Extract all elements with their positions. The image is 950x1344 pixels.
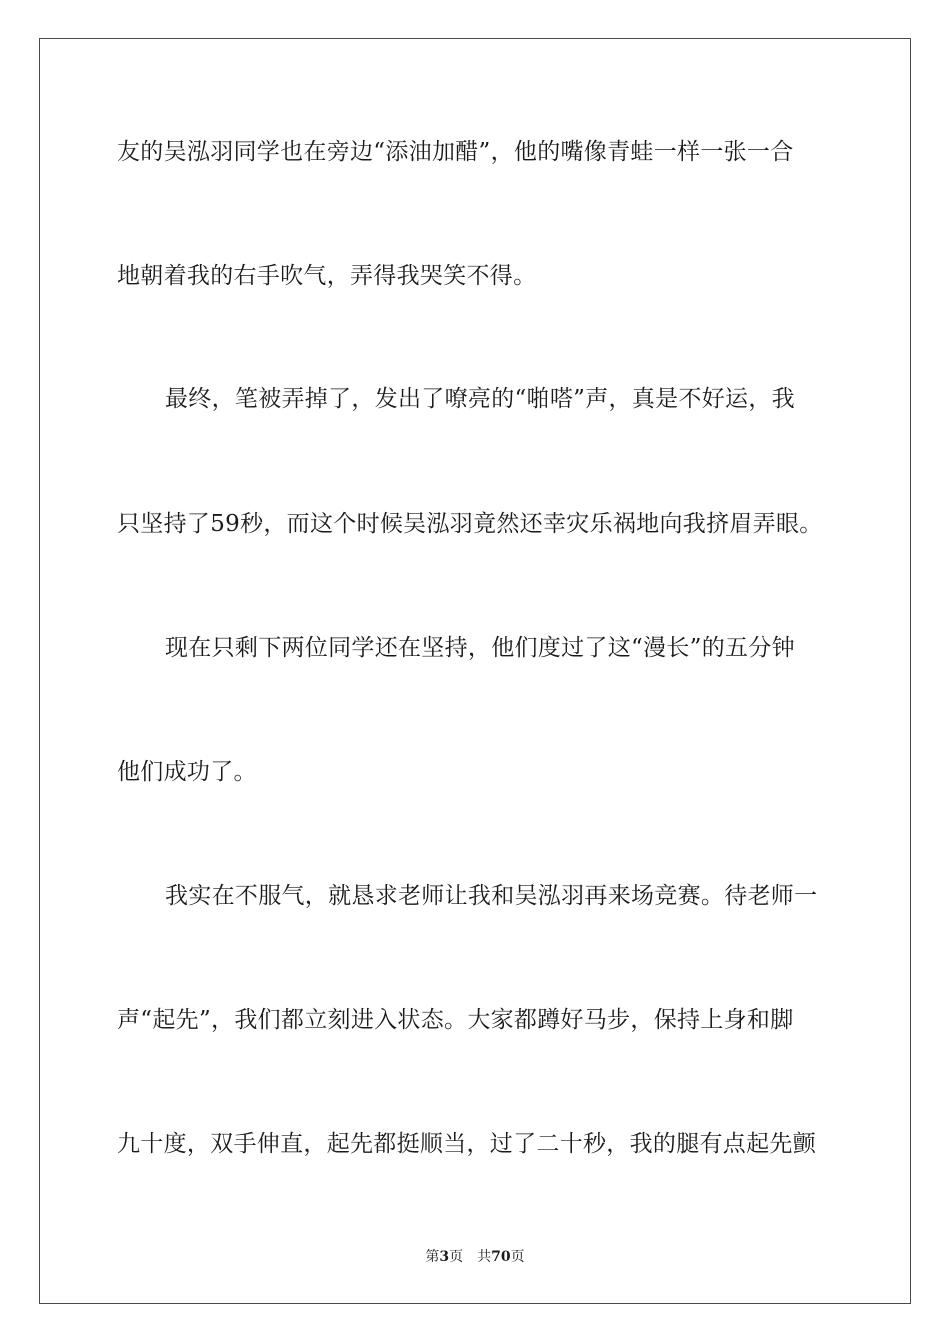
text-line-4: 只坚持了59秒，而这个时候吴泓羽竟然还幸灾乐祸地向我挤眉弄眼。 [117,511,823,537]
total-suffix: 页 [510,1249,525,1265]
text-line-5: 现在只剩下两位同学还在坚持，他们度过了这“漫长”的五分钟 [165,635,795,661]
text-line-8: 声“起先”，我们都立刻进入状态。大家都蹲好马步，保持上身和脚 [117,1007,794,1033]
total-pages: 70 [491,1249,511,1265]
text-line-2: 地朝着我的右手吹气，弄得我哭笑不得。 [117,263,537,289]
page-footer [0,1247,950,1267]
text-line-6: 他们成功了。 [117,759,257,785]
page-prefix: 第 [425,1249,440,1265]
text-line-3: 最终，笔被弄掉了，发出了嘹亮的“啪嗒”声，真是不好运，我 [165,386,795,412]
text-line-1: 友的吴泓羽同学也在旁边“添油加醋”，他的嘴像青蛙一样一张一合 [117,139,794,165]
page-border [39,38,911,1304]
page-suffix: 页 [449,1249,464,1265]
total-prefix: 共 [477,1249,492,1265]
text-line-7: 我实在不服气，就恳求老师让我和吴泓羽再来场竞赛。待老师一 [165,883,818,909]
page-number: 3 [439,1249,450,1265]
text-line-9: 九十度，双手伸直，起先都挺顺当，过了二十秒，我的腿有点起先颤 [117,1131,816,1157]
